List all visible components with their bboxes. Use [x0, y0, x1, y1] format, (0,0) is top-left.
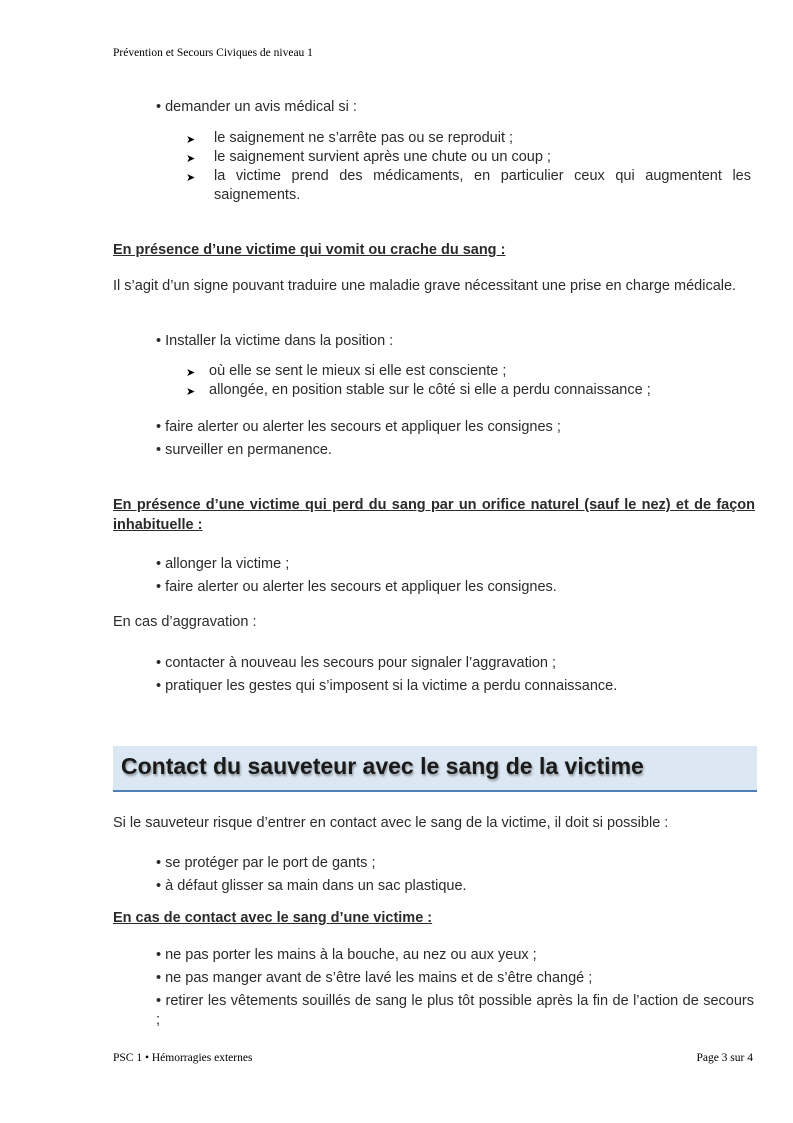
bullet-avis-medical: • demander un avis médical si : [156, 98, 357, 117]
section-title: Contact du sauveteur avec le sang de la victime [121, 753, 644, 779]
bullet-dot-icon: • [156, 993, 166, 1009]
bullet-item: • ne pas porter les mains à la bouche, au nez ou aux yeux ; [156, 946, 537, 965]
bullet-item: • allonger la victime ; [156, 555, 289, 574]
arrow-bullet-icon: ➤ [186, 153, 196, 165]
bullet-item: • à défaut glisser sa main dans un sac plastique. [156, 877, 467, 896]
arrow-bullet-icon: ➤ [186, 386, 196, 398]
bullet-item: • contacter à nouveau les secours pour signaler l’aggravation ; [156, 654, 556, 673]
bullet-item: • surveiller en permanence. [156, 441, 332, 460]
bullet-item: • faire alerter ou alerter les secours et appliquer les consignes ; [156, 418, 561, 437]
bullet-item: • pratiquer les gestes qui s’imposent si la victime a perdu connaissance. [156, 677, 617, 696]
section-heading: En présence d’une victime qui perd du sang par un orifice naturel (sauf le nez) et de façon inhabituelle : [113, 497, 755, 533]
list-item: allongée, en position stable sur le côté si elle a perdu connaissance ; [209, 382, 651, 398]
section-heading: En présence d’une victime qui vomit ou crache du sang : [113, 242, 506, 258]
bullet-text: retirer les vêtements souillés de sang le plus tôt possible après la fin de l’action de secours ; [156, 993, 754, 1028]
footer-left: PSC 1 • Hémorragies externes [113, 1052, 253, 1064]
list-item: le saignement survient après une chute ou un coup ; [214, 149, 551, 165]
intro-paragraph: Si le sauveteur risque d’entrer en contact avec le sang de la victime, il doit si possible : [113, 815, 669, 831]
bullet-installer: • Installer la victime dans la position : [156, 332, 393, 351]
arrow-bullet-icon: ➤ [186, 172, 196, 184]
bullet-item: • faire alerter ou alerter les secours et appliquer les consignes. [156, 578, 557, 597]
footer-page-number: Page 3 sur 4 [696, 1052, 753, 1064]
page-header: Prévention et Secours Civiques de niveau 1 [113, 47, 313, 59]
bullet-item: • ne pas manger avant de s’être lavé les mains et de s’être changé ; [156, 969, 592, 988]
arrow-bullet-icon: ➤ [186, 367, 196, 379]
list-item: où elle se sent le mieux si elle est consciente ; [209, 363, 507, 379]
list-item: le saignement ne s’arrête pas ou se reproduit ; [214, 130, 514, 146]
arrow-bullet-icon: ➤ [186, 134, 196, 146]
aggravation-label: En cas d’aggravation : [113, 614, 257, 630]
list-item: la victime prend des médicaments, en particulier ceux qui augmentent les saignements. [214, 168, 751, 203]
section-title-bar [113, 746, 757, 792]
bullet-item: • se protéger par le port de gants ; [156, 854, 376, 873]
section-subheading: En cas de contact avec le sang d’une victime : [113, 910, 433, 926]
bullet-item [156, 992, 754, 1030]
intro-paragraph: Il s’agit d’un signe pouvant traduire une maladie grave nécessitant une prise en charge médicale. [113, 278, 737, 294]
